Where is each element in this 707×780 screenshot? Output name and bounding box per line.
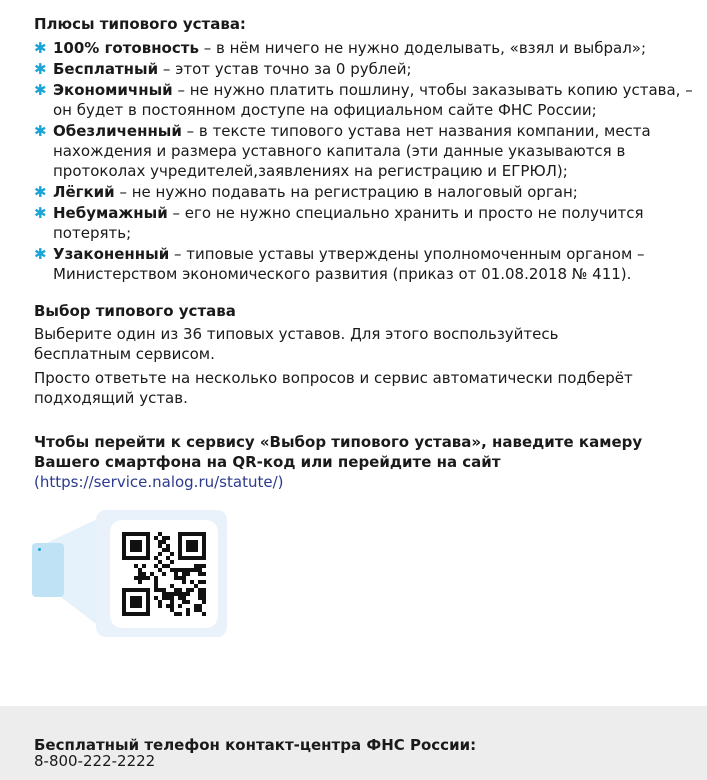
benefit-text: – его не нужно специально хранить и просто не получится потерять; (53, 204, 644, 242)
benefit-text: – типовые уставы утверждены уполномоченным органом – Министерством экономического развития (приказ от 01.08.2018 № 411). (53, 245, 645, 283)
service-instruction: Чтобы перейти к сервису «Выбор типового устава», наведите камеру Вашего смартфона на QR-код или перейдите на сайт (34, 433, 643, 471)
qr-code-icon[interactable] (122, 532, 206, 616)
benefit-text: – в нём ничего не нужно доделывать, «взял и выбрал»; (198, 39, 647, 57)
benefit-term: Обезличенный (53, 122, 182, 140)
choose-heading: Выбор типового устава (34, 302, 236, 320)
choose-paragraph-2: Просто ответьте на несколько вопросов и сервис автоматически подберёт подходящий устав. (34, 369, 633, 407)
footer-phone[interactable]: 8-800-222-2222 (34, 752, 156, 770)
benefit-text: – не нужно подавать на регистрацию в налоговый орган; (114, 183, 578, 201)
benefit-term: Небумажный (53, 204, 168, 222)
footer (0, 706, 707, 780)
smartphone-icon (32, 543, 64, 597)
benefit-term: Узаконенный (53, 245, 170, 263)
camera-dot-icon (38, 548, 41, 551)
bullet-icon: ✱ (34, 122, 47, 140)
bullet-icon: ✱ (34, 81, 47, 99)
benefit-text: – в тексте типового устава нет названия компании, места нахождения и размера уставного капитала (эти данные указываются в протоколах учредителей,заявлениях на регистрацию и ЕГРЮЛ); (53, 122, 651, 180)
benefit-term: Бесплатный (53, 60, 159, 78)
service-link[interactable]: (https://service.nalog.ru/statute/) (34, 473, 284, 491)
bullet-icon: ✱ (34, 183, 47, 201)
bullet-icon: ✱ (34, 60, 47, 78)
bullet-icon: ✱ (34, 204, 47, 222)
benefit-term: Экономичный (53, 81, 173, 99)
bullet-icon: ✱ (34, 245, 47, 263)
choose-paragraph-1: Выберите один из 36 типовых уставов. Для этого воспользуйтесь бесплатным сервисом. (34, 325, 559, 363)
bullet-icon: ✱ (34, 39, 47, 57)
benefits-heading: Плюсы типового устава: (34, 15, 246, 33)
footer-label: Бесплатный телефон контакт-центра ФНС России: (34, 736, 477, 754)
benefit-text: – этот устав точно за 0 рублей; (158, 60, 412, 78)
benefit-text: – не нужно платить пошлину, чтобы заказывать копию устава, – он будет в постоянном доступе на официальном сайте ФНС России; (53, 81, 693, 119)
benefit-term: 100% готовность (53, 39, 199, 57)
benefit-term: Лёгкий (53, 183, 115, 201)
